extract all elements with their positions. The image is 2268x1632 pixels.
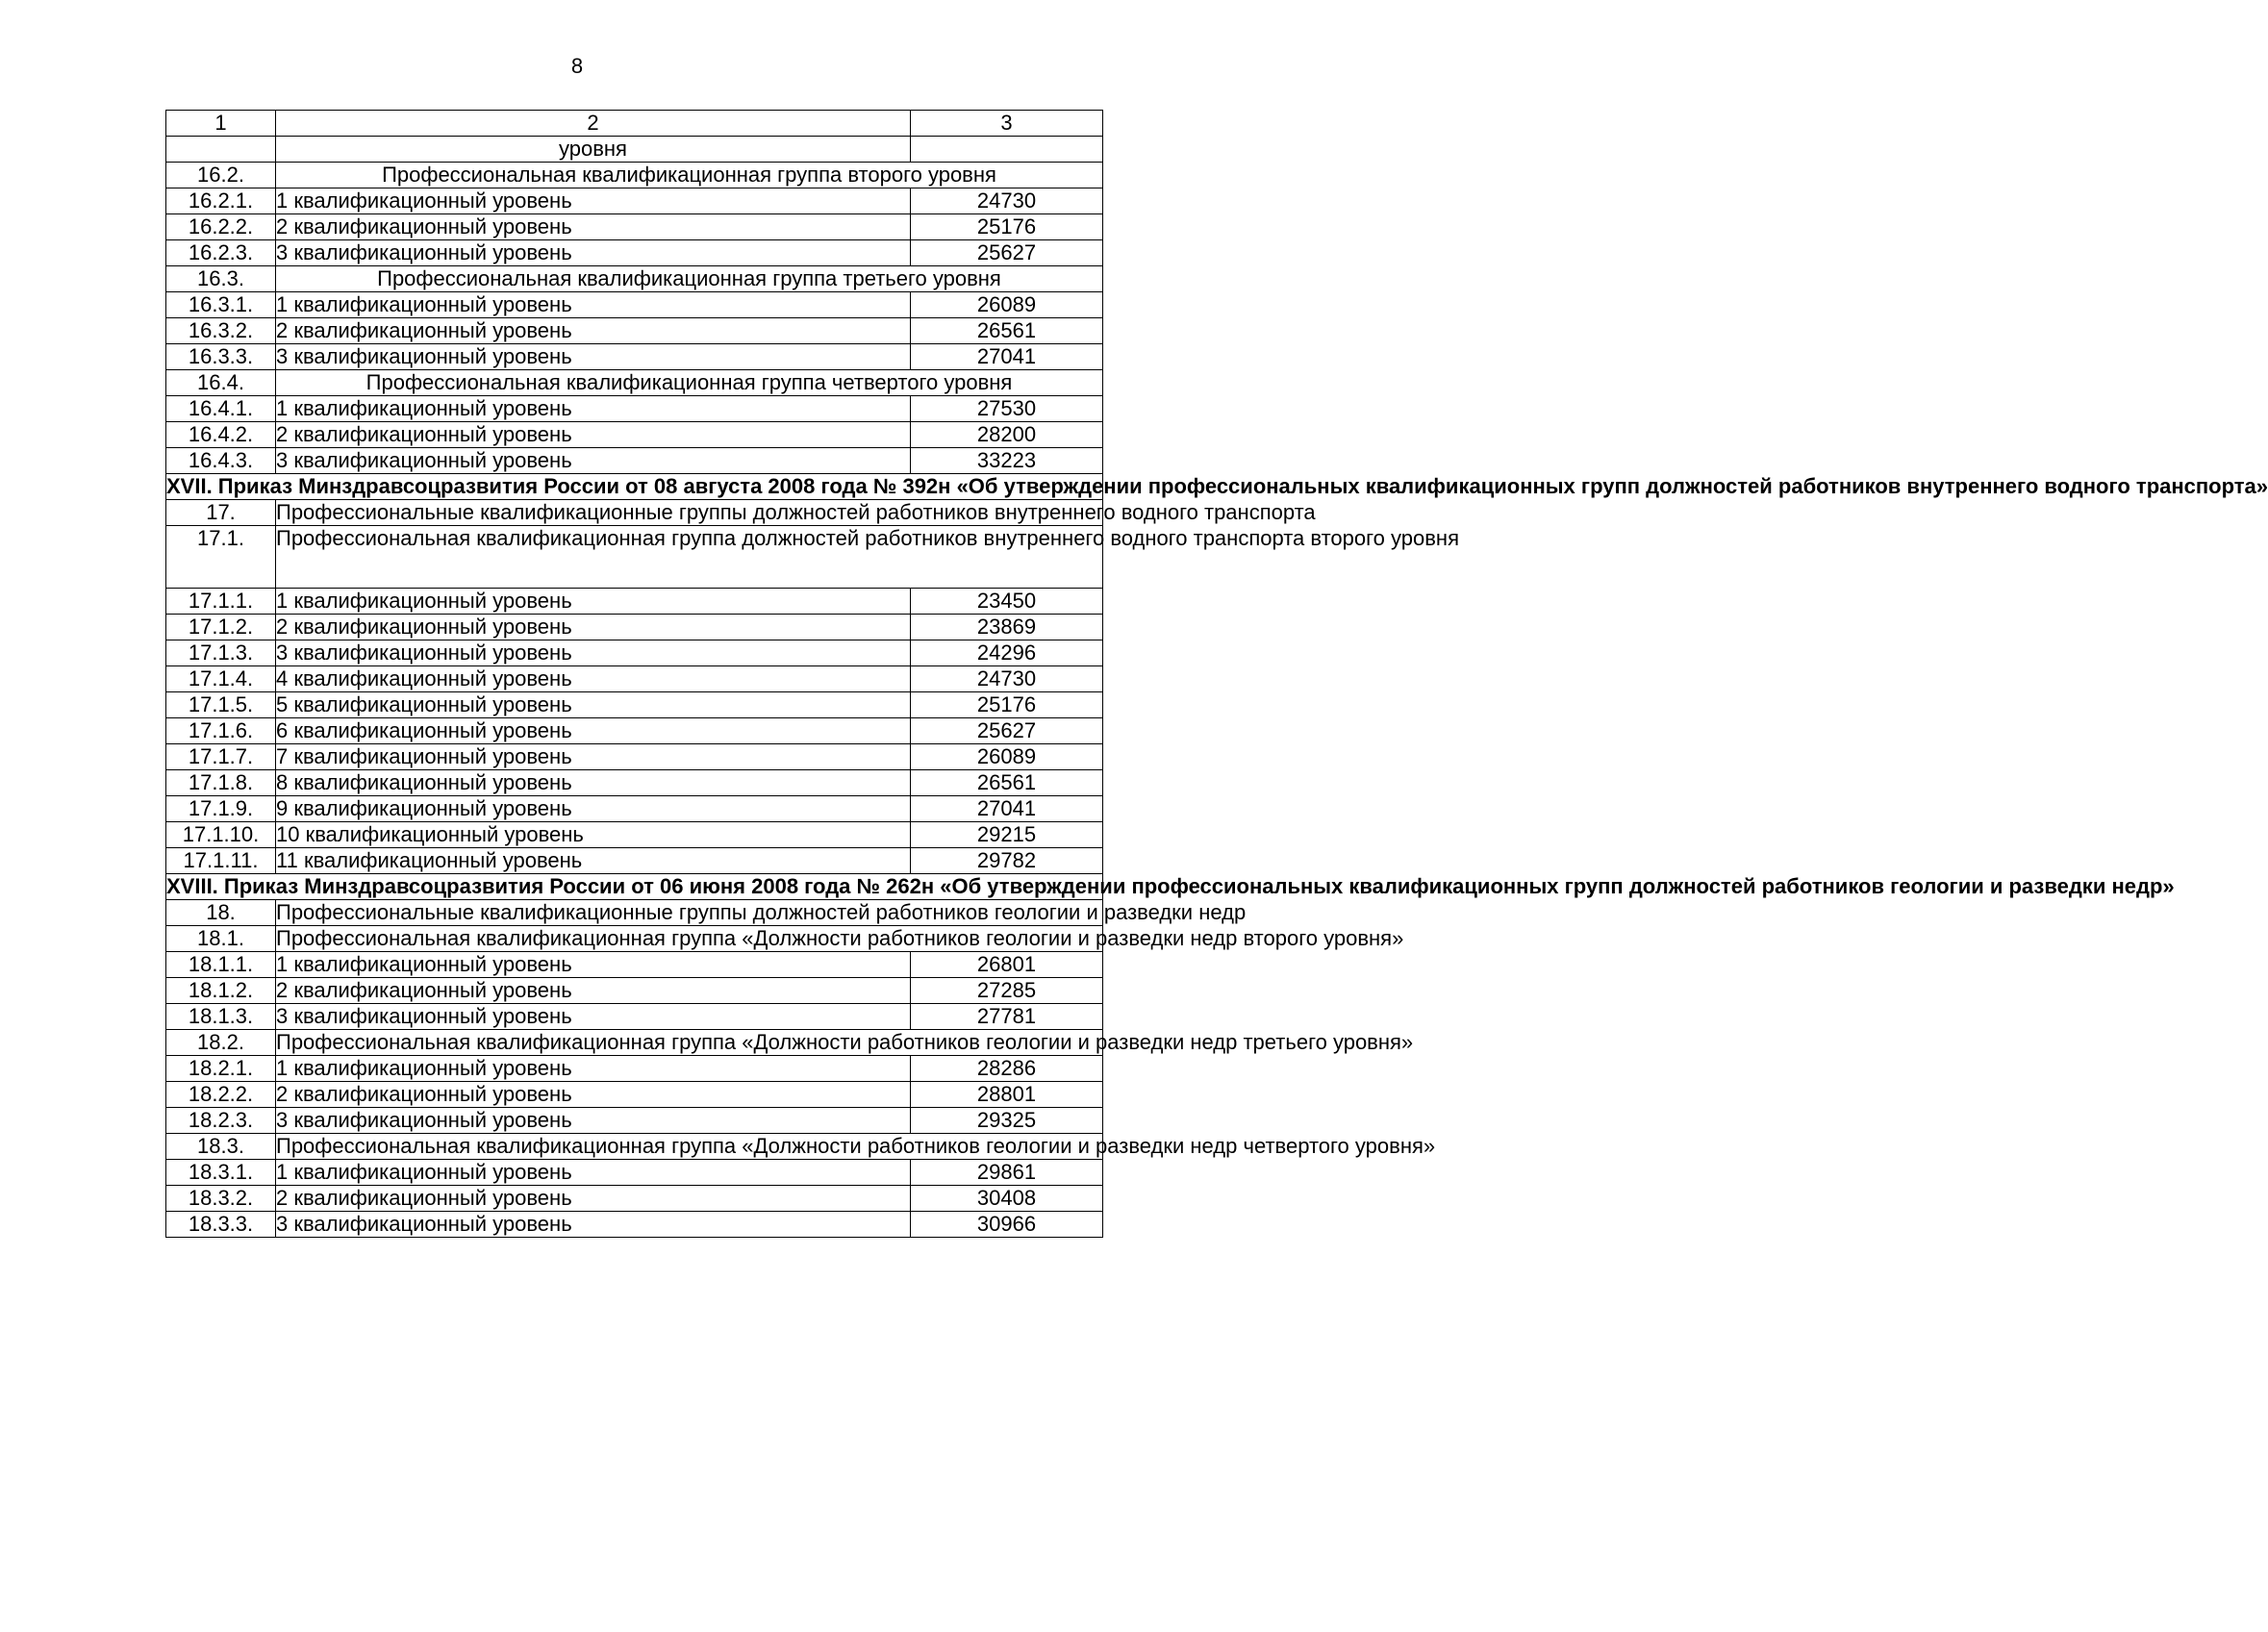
level-label: 9 квалификационный уровень [276,796,911,822]
table-row [166,952,1103,978]
level-label: 11 квалификационный уровень [276,848,911,874]
section-heading: XVII. Приказ Минздравсоцразвития России от 08 августа 2008 года № 392н «Об утверждении профессиональных квалификационных групп должностей работников внутреннего водного транспорта» [166,474,2268,498]
row-number: 16.2.2. [166,214,276,240]
row-number: 17. [166,500,276,526]
row-number: 17.1.6. [166,718,276,744]
salary-value: 30966 [911,1212,1103,1238]
salary-value: 33223 [911,448,1103,474]
header-row [166,111,1103,137]
row-number: 17.1.2. [166,615,276,640]
section-heading-row [166,874,1103,900]
level-label: 5 квалификационный уровень [276,692,911,718]
table-row [166,978,1103,1004]
continuation-row [166,137,1103,163]
row-number: 17.1.9. [166,796,276,822]
table-row [166,615,1103,640]
salary-value: 27781 [911,1004,1103,1030]
level-label: 2 квалификационный уровень [276,422,911,448]
salary-value: 25627 [911,240,1103,266]
level-label: 3 квалификационный уровень [276,448,911,474]
row-number: 18.3.2. [166,1186,276,1212]
row-number: 18.2.1. [166,1056,276,1082]
row-number: 17.1. [166,526,276,589]
level-label: 3 квалификационный уровень [276,344,911,370]
table-row [166,1212,1103,1238]
salary-value: 30408 [911,1186,1103,1212]
row-number: 18.1.2. [166,978,276,1004]
section-heading-row [166,474,1103,500]
salary-value: 24296 [911,640,1103,666]
level-label: 1 квалификационный уровень [276,952,911,978]
table-row [166,770,1103,796]
salary-value: 25176 [911,692,1103,718]
row-number: 16.2.3. [166,240,276,266]
group-title: Профессиональная квалификационная группа «Должности работников геологии и разведки недр четвертого уровня» [276,1134,1436,1158]
row-number: 17.1.7. [166,744,276,770]
salary-value: 28200 [911,422,1103,448]
level-label: 3 квалификационный уровень [276,1108,911,1134]
level-label: 1 квалификационный уровень [276,292,911,318]
salary-value: 26089 [911,292,1103,318]
table-body [166,111,2268,1238]
group-row [166,163,1103,188]
table-row [166,448,1103,474]
level-label: 1 квалификационный уровень [276,1160,911,1186]
table-row [166,666,1103,692]
row-number: 16.3. [166,266,276,292]
salary-value: 23869 [911,615,1103,640]
salary-value: 29325 [911,1108,1103,1134]
page-number: 8 [570,54,584,78]
row-number: 17.1.1. [166,589,276,615]
row-number: 17.1.10. [166,822,276,848]
level-label: 2 квалификационный уровень [276,318,911,344]
row-number: 18.3.3. [166,1212,276,1238]
header-cell-1: 1 [166,111,276,137]
group-row [166,1134,1103,1160]
table-row [166,796,1103,822]
table-row [166,1186,1103,1212]
table-row [166,214,1103,240]
continuation-text: уровня [276,137,911,163]
salary-value: 28801 [911,1082,1103,1108]
salary-value: 27041 [911,796,1103,822]
salary-value: 26089 [911,744,1103,770]
row-number: 16.4. [166,370,276,396]
group-row [166,370,1103,396]
level-label: 7 квалификационный уровень [276,744,911,770]
row-number: 18.3.1. [166,1160,276,1186]
level-label: 1 квалификационный уровень [276,396,911,422]
salary-value: 27285 [911,978,1103,1004]
table-row [166,188,1103,214]
row-number: 16.4.3. [166,448,276,474]
salary-value: 23450 [911,589,1103,615]
group-title: Профессиональная квалификационная группа третьего уровня [276,266,1103,292]
row-number: 16.2.1. [166,188,276,214]
row-number: 16.3.2. [166,318,276,344]
group-row [166,900,1103,926]
group-title: Профессиональная квалификационная группа второго уровня [276,163,1103,188]
salary-value: 25176 [911,214,1103,240]
salary-value: 29861 [911,1160,1103,1186]
table-row [166,240,1103,266]
level-label: 2 квалификационный уровень [276,1186,911,1212]
section-heading: XVIII. Приказ Минздравсоцразвития России от 06 июня 2008 года № 262н «Об утверждении профессиональных квалификационных групп должностей работников геологии и разведки недр» [166,874,2175,898]
salary-value: 28286 [911,1056,1103,1082]
salary-value: 24730 [911,666,1103,692]
salary-table [165,110,2268,1238]
level-label: 2 квалификационный уровень [276,615,911,640]
table-row [166,692,1103,718]
group-title: Профессиональные квалификационные группы должностей работников внутреннего водного транспорта [276,500,1316,524]
level-label: 2 квалификационный уровень [276,1082,911,1108]
row-number: 18.3. [166,1134,276,1160]
salary-value: 26561 [911,318,1103,344]
row-number: 18.1.3. [166,1004,276,1030]
salary-value: 24730 [911,188,1103,214]
level-label: 6 квалификационный уровень [276,718,911,744]
table-row [166,589,1103,615]
table-row [166,318,1103,344]
row-number: 16.2. [166,163,276,188]
group-row [166,926,1103,952]
level-label: 3 квалификационный уровень [276,640,911,666]
table-row [166,1108,1103,1134]
level-label: 3 квалификационный уровень [276,240,911,266]
level-label: 2 квалификационный уровень [276,978,911,1004]
row-number: 18.1.1. [166,952,276,978]
group-title: Профессиональная квалификационная группа «Должности работников геологии и разведки недр второго уровня» [276,926,1404,950]
salary-value: 26561 [911,770,1103,796]
row-number: 17.1.5. [166,692,276,718]
table-row [166,640,1103,666]
table-row [166,848,1103,874]
row-number: 18.2. [166,1030,276,1056]
row-number: 18.2.2. [166,1082,276,1108]
group-row [166,526,1103,589]
group-title: Профессиональная квалификационная группа должностей работников внутреннего водного транспорта второго уровня [276,526,1103,589]
level-label: 8 квалификационный уровень [276,770,911,796]
level-label: 1 квалификационный уровень [276,1056,911,1082]
table-row [166,822,1103,848]
row-number: 16.3.3. [166,344,276,370]
table-row [166,1004,1103,1030]
table-row [166,744,1103,770]
level-label: 1 квалификационный уровень [276,589,911,615]
group-row [166,500,1103,526]
row-number: 18. [166,900,276,926]
row-number: 17.1.11. [166,848,276,874]
group-title: Профессиональная квалификационная группа четвертого уровня [276,370,1103,396]
salary-value: 29782 [911,848,1103,874]
table-row [166,1056,1103,1082]
level-label: 2 квалификационный уровень [276,214,911,240]
level-label: 1 квалификационный уровень [276,188,911,214]
salary-value: 27041 [911,344,1103,370]
row-number: 17.1.8. [166,770,276,796]
row-number: 18.2.3. [166,1108,276,1134]
level-label: 4 квалификационный уровень [276,666,911,692]
row-number: 16.4.1. [166,396,276,422]
table-row [166,344,1103,370]
row-number: 16.3.1. [166,292,276,318]
salary-value: 27530 [911,396,1103,422]
table-row [166,1160,1103,1186]
salary-value: 25627 [911,718,1103,744]
group-title: Профессиональные квалификационные группы должностей работников геологии и разведки недр [276,900,1247,924]
row-number: 17.1.4. [166,666,276,692]
header-cell-2: 2 [276,111,911,137]
group-title: Профессиональная квалификационная группа «Должности работников геологии и разведки недр третьего уровня» [276,1030,1414,1054]
header-cell-3: 3 [911,111,1103,137]
group-row [166,266,1103,292]
level-label: 3 квалификационный уровень [276,1004,911,1030]
table-row [166,396,1103,422]
table-row [166,1082,1103,1108]
level-label: 3 квалификационный уровень [276,1212,911,1238]
row-number: 18.1. [166,926,276,952]
group-row [166,1030,1103,1056]
table-row [166,422,1103,448]
row-number [166,137,276,163]
row-number: 17.1.3. [166,640,276,666]
level-label: 10 квалификационный уровень [276,822,911,848]
salary-value: 26801 [911,952,1103,978]
table-row [166,718,1103,744]
row-number: 16.4.2. [166,422,276,448]
salary-value: 29215 [911,822,1103,848]
table-row [166,292,1103,318]
row-value [911,137,1103,163]
